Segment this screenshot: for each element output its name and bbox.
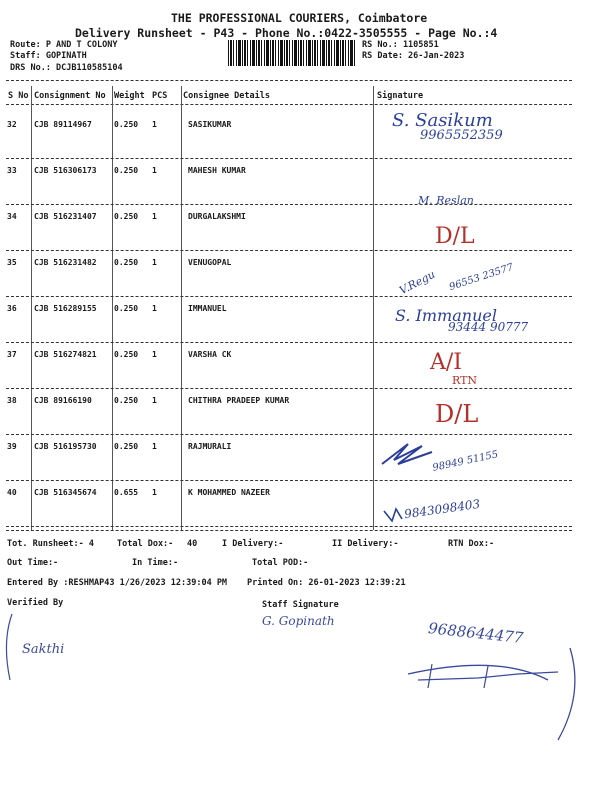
row-weight: 0.250 xyxy=(114,212,139,221)
row-pcs: 1 xyxy=(152,488,157,497)
verifier-flourish xyxy=(0,612,16,682)
staff-signature-label: Staff Signature xyxy=(262,600,339,610)
row-divider xyxy=(6,480,572,481)
row-pcs: 1 xyxy=(152,442,157,451)
row-weight: 0.250 xyxy=(114,304,139,313)
column-line xyxy=(112,86,113,530)
row-weight: 0.250 xyxy=(114,396,139,405)
runsheet-subtitle: Delivery Runsheet - P43 - Phone No.:0422-3505555 - Page No.:4 xyxy=(75,26,498,40)
route-label: Route: P AND T COLONY xyxy=(10,40,118,50)
signature-32: S. Sasikum xyxy=(392,110,493,131)
row-sno: 37 xyxy=(7,350,17,359)
row-pcs: 1 xyxy=(152,396,157,405)
col-weight: Weight xyxy=(114,91,145,101)
staff-label: Staff: GOPINATH xyxy=(10,51,87,61)
row-divider xyxy=(6,158,572,159)
row-divider xyxy=(6,296,572,297)
signature-33: M. Reslan xyxy=(418,194,474,207)
row-divider xyxy=(6,388,572,389)
total-runsheet: Tot. Runsheet:- 4 xyxy=(7,539,94,549)
row-pcs: 1 xyxy=(152,350,157,359)
col-consignee: Consignee Details xyxy=(183,91,270,101)
row-sno: 39 xyxy=(7,442,17,451)
signature-36: S. Immanuel xyxy=(395,306,497,325)
ii-delivery: II Delivery:- xyxy=(332,539,399,549)
row-weight: 0.250 xyxy=(114,166,139,175)
staff-flourish xyxy=(398,644,588,744)
drs-number: DRS No.: DCJB110585104 xyxy=(10,63,123,73)
out-time: Out Time:- xyxy=(7,558,59,568)
row-sno: 38 xyxy=(7,396,17,405)
signature-35: V.Regu xyxy=(397,267,438,298)
phone-35: 96553 23577 xyxy=(447,261,515,294)
company-title: THE PROFESSIONAL COURIERS, Coimbatore xyxy=(171,11,428,25)
row-consignee: VARSHA CK xyxy=(188,350,232,359)
phone-32: 9965552359 xyxy=(420,128,503,143)
row-consignment: CJB 516274821 xyxy=(34,350,97,359)
row-pcs: 1 xyxy=(152,120,157,129)
row-divider xyxy=(6,204,572,205)
row-consignee: VENUGOPAL xyxy=(188,258,232,267)
col-sno: S No xyxy=(8,91,29,101)
row-consignment: CJB 516345674 xyxy=(34,488,97,497)
row-consignee: DURGALAKSHMI xyxy=(188,212,246,221)
row-divider xyxy=(6,526,572,527)
barcode xyxy=(228,40,356,66)
divider xyxy=(6,80,572,81)
col-consignment: Consignment No xyxy=(34,91,106,101)
row-sno: 35 xyxy=(7,258,17,267)
row-consignment: CJB 89166190 xyxy=(34,396,92,405)
row-divider xyxy=(6,250,572,251)
row-sno: 34 xyxy=(7,212,17,221)
verified-by-label: Verified By xyxy=(7,598,64,608)
signature-40 xyxy=(382,505,404,525)
signature-39 xyxy=(378,438,438,470)
staff-phone: 9688644477 xyxy=(427,619,525,647)
rtn-dox: RTN Dox:- xyxy=(448,539,495,549)
phone-36: 93444 90777 xyxy=(448,320,529,334)
row-weight: 0.655 xyxy=(114,488,139,497)
row-consignee: K MOHAMMED NAZEER xyxy=(188,488,270,497)
verifier-signature: Sakthi xyxy=(22,642,65,657)
row-sno: 33 xyxy=(7,166,17,175)
mark-34: D/L xyxy=(435,224,475,249)
row-consignee: RAJMURALI xyxy=(188,442,232,451)
row-consignee: CHITHRA PRADEEP KUMAR xyxy=(188,396,290,405)
total-dox: Total Dox:- xyxy=(117,539,174,549)
row-consignment: CJB 516195730 xyxy=(34,442,97,451)
row-consignee: SASIKUMAR xyxy=(188,120,232,129)
column-line xyxy=(181,86,182,530)
i-delivery: I Delivery:- xyxy=(222,539,284,549)
row-sno: 36 xyxy=(7,304,17,313)
row-weight: 0.250 xyxy=(114,120,139,129)
row-consignee: IMMANUEL xyxy=(188,304,227,313)
column-line xyxy=(373,86,374,530)
in-time: In Time:- xyxy=(132,558,179,568)
rs-date: RS Date: 26-Jan-2023 xyxy=(362,51,465,61)
row-weight: 0.250 xyxy=(114,350,139,359)
column-line xyxy=(31,86,32,530)
rs-number: RS No.: 1105851 xyxy=(362,40,439,50)
mark-38: D/L xyxy=(435,400,479,428)
row-consignment: CJB 516231482 xyxy=(34,258,97,267)
row-pcs: 1 xyxy=(152,258,157,267)
total-dox-value: 40 xyxy=(187,539,198,549)
row-weight: 0.250 xyxy=(114,442,139,451)
mark-37-rtn: RTN xyxy=(452,374,478,387)
divider xyxy=(6,104,572,105)
row-consignment: CJB 516231407 xyxy=(34,212,97,221)
row-sno: 40 xyxy=(7,488,17,497)
mark-37: A/I xyxy=(430,350,462,375)
row-divider xyxy=(6,342,572,343)
row-consignment: CJB 89114967 xyxy=(34,120,92,129)
entered-by: Entered By :RESHMAP43 1/26/2023 12:39:04 PM xyxy=(7,578,228,588)
row-divider xyxy=(6,434,572,435)
printed-on: Printed On: 26-01-2023 12:39:21 xyxy=(247,578,406,588)
row-consignee: MAHESH KUMAR xyxy=(188,166,246,175)
row-pcs: 1 xyxy=(152,166,157,175)
row-pcs: 1 xyxy=(152,212,157,221)
row-sno: 32 xyxy=(7,120,17,129)
col-pcs: PCS xyxy=(152,91,168,101)
divider xyxy=(6,530,572,531)
total-pod: Total POD:- xyxy=(252,558,309,568)
phone-40: 9843098403 xyxy=(403,496,481,522)
phone-39: 98949 51155 xyxy=(431,449,500,474)
row-consignment: CJB 516306173 xyxy=(34,166,97,175)
staff-signature: G. Gopinath xyxy=(262,614,335,628)
row-consignment: CJB 516289155 xyxy=(34,304,97,313)
row-weight: 0.250 xyxy=(114,258,139,267)
col-signature: Signature xyxy=(377,91,424,101)
row-pcs: 1 xyxy=(152,304,157,313)
